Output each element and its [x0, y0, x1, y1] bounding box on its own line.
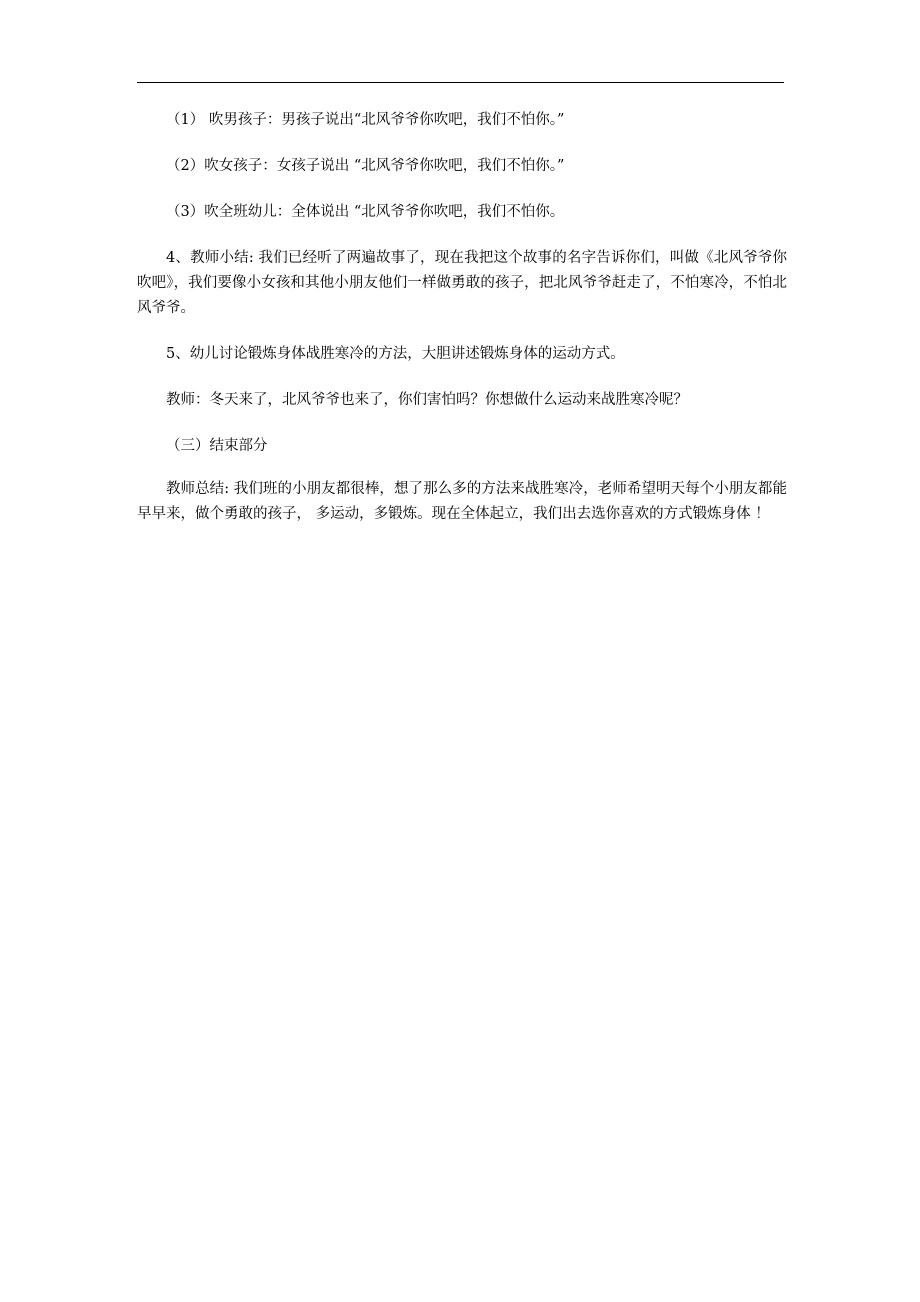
document-body	[137, 108, 787, 548]
paragraph-girls: （2）吹女孩子：女孩子说出 “北风爷爷你吹吧，我们不怕你。”	[166, 158, 565, 174]
paragraph-boys: （1） 吹男孩子：男孩子说出“北风爷爷你吹吧，我们不怕你。”	[166, 112, 565, 128]
paragraph-teacher-summary: 4、教师小结: 我们已经听了两遍故事了，现在我把这个故事的名字告诉你们，叫做《北风爷爷你吹吧》，我们要像小女孩和其他小朋友他们一样做勇敢的孩子，把北风爷爷赶走了，不怕寒冷，不怕北风爷爷。	[137, 250, 787, 316]
paragraph-whole-class: （3）吹全班幼儿：全体说出 “北风爷爷你吹吧，我们不怕你。	[166, 204, 565, 220]
paragraph-teacher-conclusion: 教师总结: 我们班的小朋友都很棒，想了那么多的方法来战胜寒冷，老师希望明天每个小朋友都能早早来，做个勇敢的孩子， 多运动，多锻炼。现在全体起立，我们出去选你喜欢的方式锻炼身体 ！	[137, 481, 787, 522]
header-rule	[137, 82, 784, 83]
section-heading-ending: （三）结束部分	[166, 438, 268, 454]
paragraph-teacher-question: 教师：冬天来了，北风爷爷也来了，你们害怕吗？你想做什么运动来战胜寒冷呢？	[166, 392, 688, 408]
paragraph-discussion: 5、幼儿讨论锻炼身体战胜寒冷的方法，大胆讲述锻炼身体的运动方式。	[166, 346, 625, 362]
